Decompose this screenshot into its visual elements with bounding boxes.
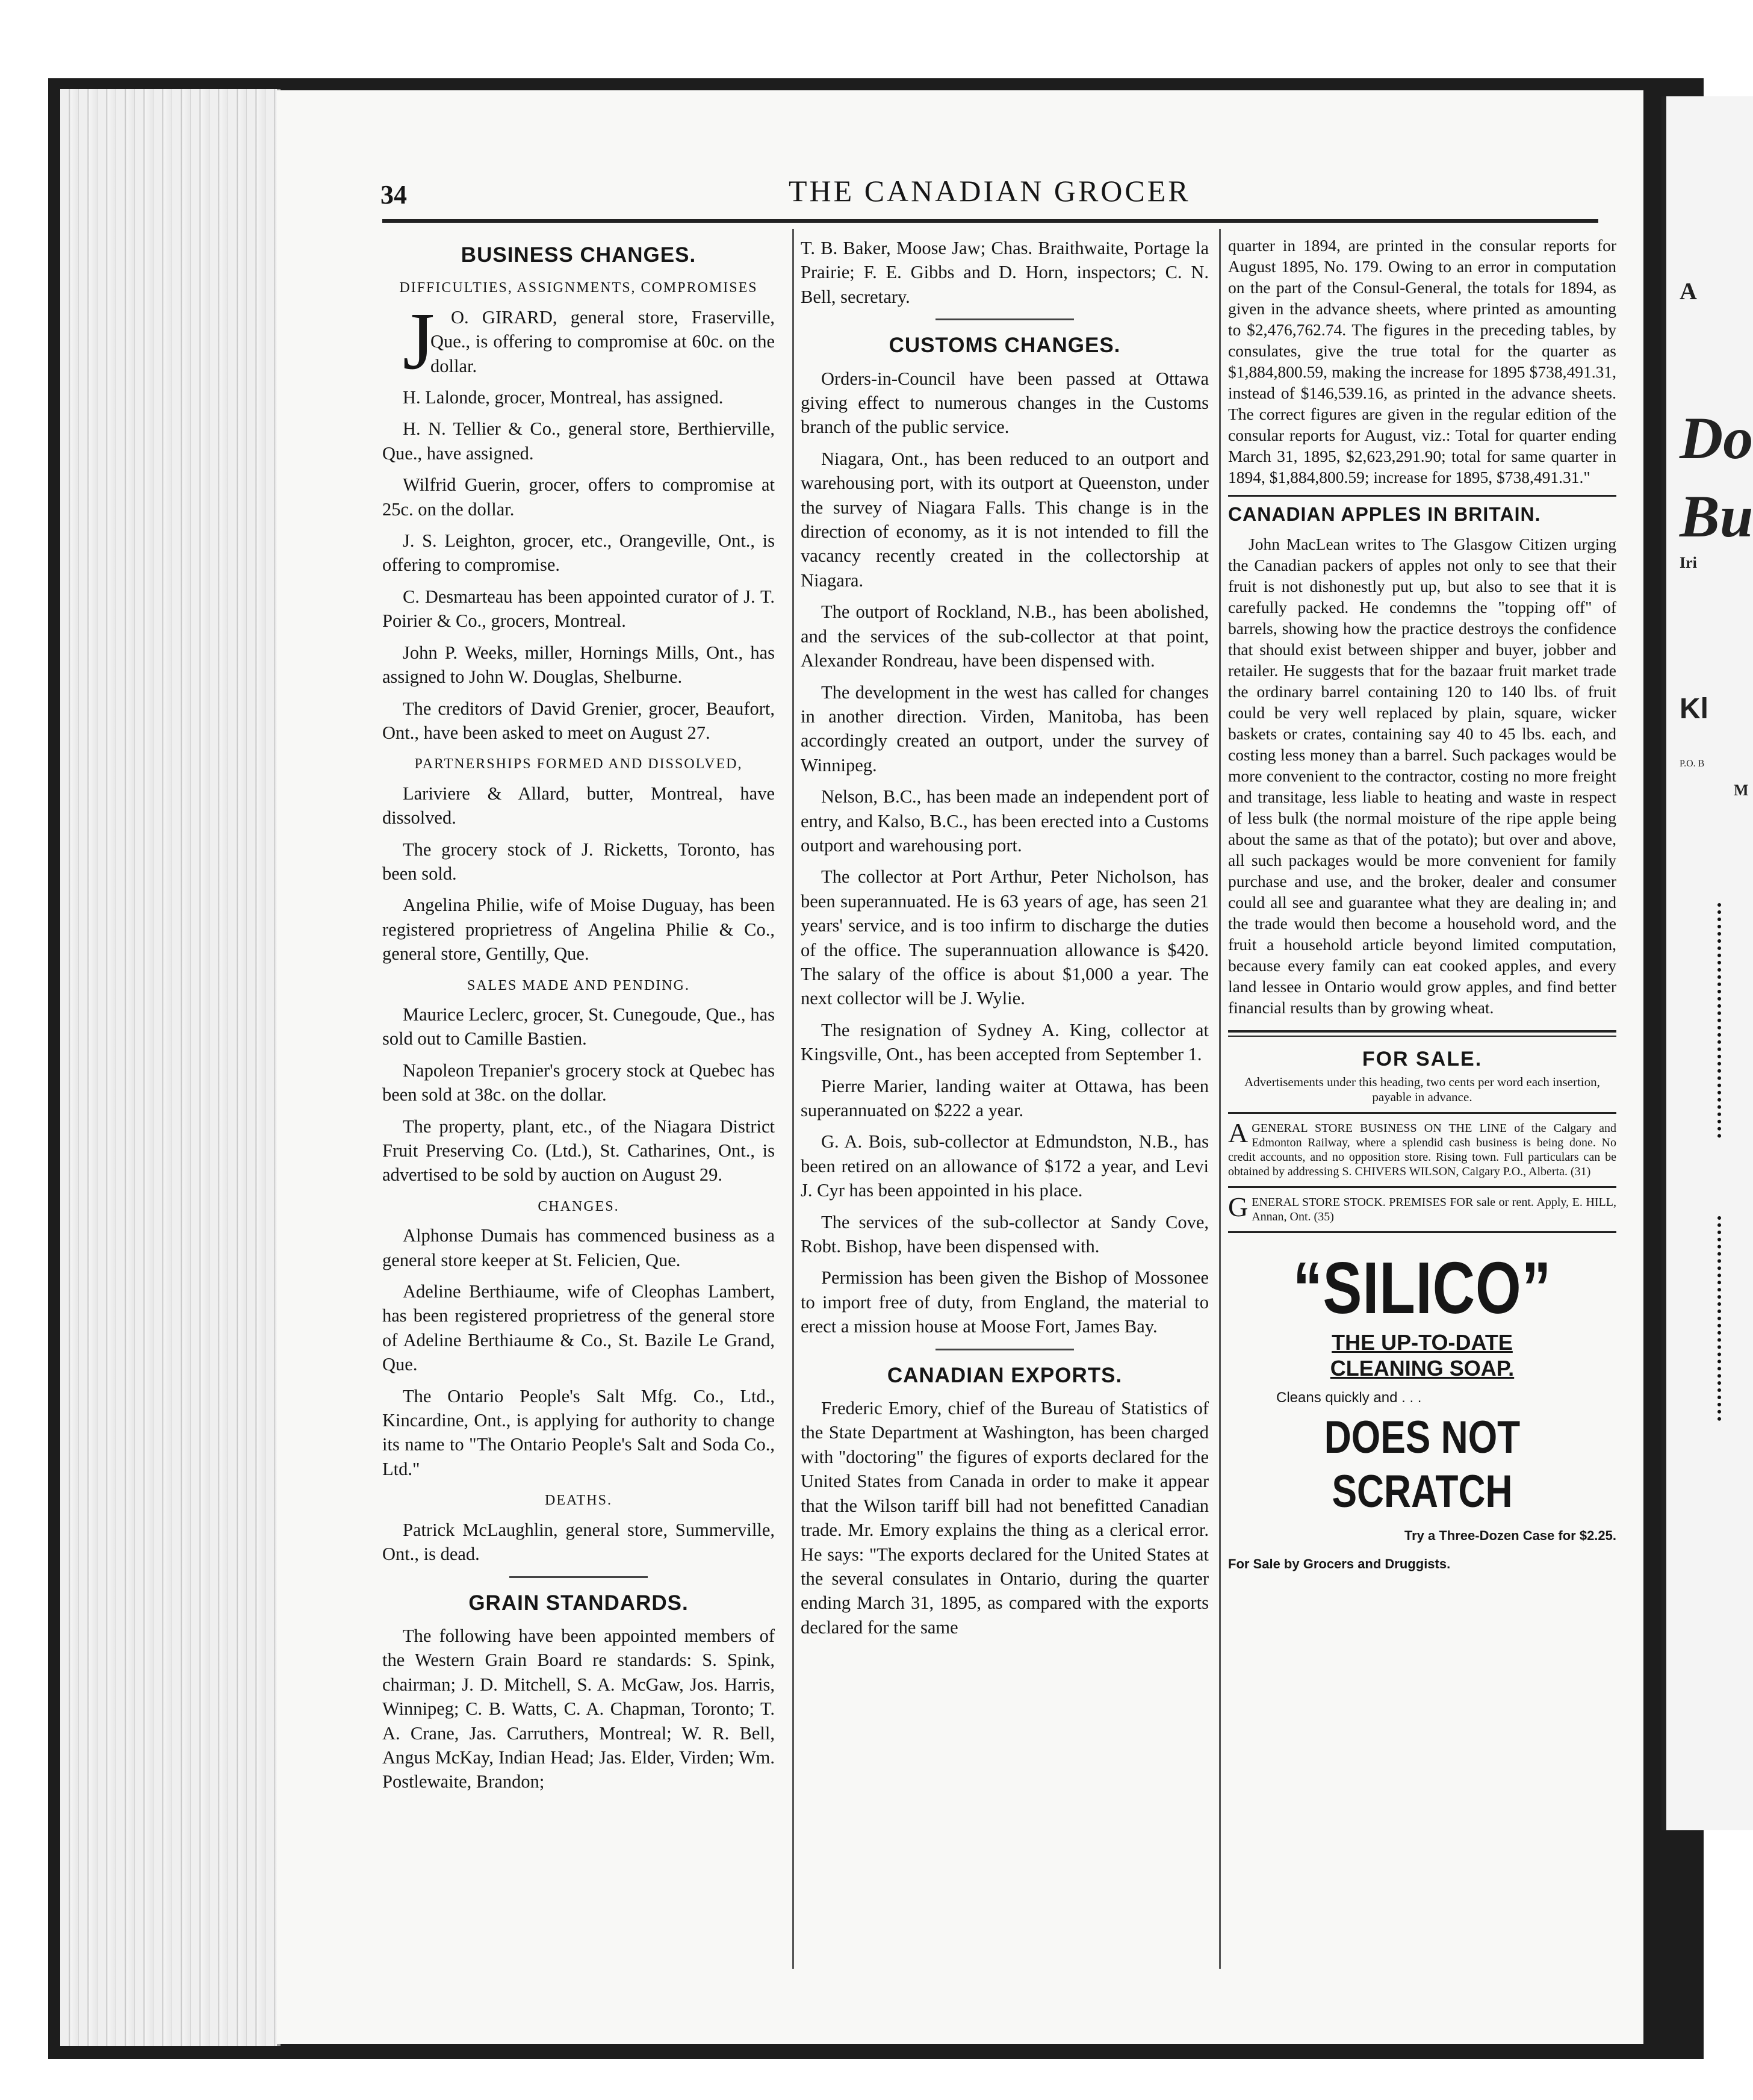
paragraph bbox=[382, 296, 775, 387]
paragraph: Orders-in-Council have been passed at Ottawa giving effect to numerous changes in the Customs branch of the public service. bbox=[801, 368, 1209, 438]
paragraph: The following have been appointed members of the Western Grain Board re standards: S. Spink, chairman; J. D. Mitchell, S. A. McGaw, Jos. Harris, Winnipeg; C. B. Watts, C. A. Chapman, Toronto; T. A. Crane, Jas. Carruthers, Montreal; W. R. Bell, Angus McKay, Indian Head; Jas. Elder, Virden; Wm. Postlewaite, Brandon; bbox=[382, 1625, 775, 1792]
ad-text: ENERAL STORE STOCK. PREMISES FOR sale or rent. Apply, E. HILL, Annan, Ont. (35) bbox=[1252, 1196, 1616, 1223]
fragment-text: A bbox=[1680, 278, 1697, 305]
silico-availability: For Sale by Grocers and Druggists. bbox=[1228, 1556, 1451, 1571]
section-heading: CANADIAN EXPORTS. bbox=[887, 1363, 1123, 1387]
classified-ad bbox=[1228, 1191, 1616, 1224]
paragraph: The resignation of Sydney A. King, collector at Kingsville, Ont., has been accepted from September 1. bbox=[801, 1019, 1209, 1065]
paragraph: Permission has been given the Bishop of Mossonee to import free of duty, from England, the material to erect a mission house at Moose Fort, James Bay. bbox=[801, 1267, 1209, 1337]
paragraph: Wilfrid Guerin, grocer, offers to compromise at 25c. on the dollar. bbox=[382, 474, 775, 520]
section-rule bbox=[1228, 1112, 1616, 1114]
paragraph: Adeline Berthiaume, wife of Cleophas Lambert, has been registered proprietress of the general store of Adeline Berthiaume & Co., St. Bazile Le Grand, Que. bbox=[382, 1281, 775, 1375]
paragraph: John MacLean writes to The Glasgow Citizen urging the Canadian packers of apples not only to see that their fruit is not dishonestly put up, but also to see that it is carefully packed. He condemns the "topping off" of barrels, showing how the practice destroys the confidence that should exist between shipper and buyer, jobber and retailer. He suggests that for the bazaar fruit market trade the ordinary barrel containing 120 to 140 lbs. of fruit could be very well replaced by plain, square, wicker baskets or crates, containing say 40 to 45 lbs. each, and costing less money than a barrel. Such packages would be more convenient to the contractor, costing no more freight and transitage, less liable to heating and waste in respect of less bulk (the normal moisture of the ripe apple being about the same as that of the potato); but over and above, all such packages would be more convenient for family purchase and use, and the broker, dealer and consumer could all see and guarantee what they are dealing in; and the trade would then become a household word, and the fruit a household article beyond limited computation, because every family can eat cooked apples, and every land lessee in Ontario would grow apples, and find better financial results than by growing wheat. bbox=[1228, 535, 1616, 1017]
paragraph-text: O. GIRARD, general store, Fraserville, Que., is offering to compromise at 60c. on the dollar. bbox=[430, 306, 775, 376]
paragraph: The development in the west has called for changes in another direction. Virden, Manitoba, has been accordingly created an outport, under the survey of Winnipeg. bbox=[801, 682, 1209, 775]
section-heading: CANADIAN APPLES IN BRITAIN. bbox=[1228, 503, 1541, 525]
section-rule bbox=[1228, 1186, 1616, 1188]
paragraph: Napoleon Trepanier's grocery stock at Quebec has been sold at 38c. on the dollar. bbox=[382, 1060, 775, 1105]
for-sale-note: Advertisements under this heading, two cents per word each insertion, payable in advance. bbox=[1244, 1075, 1600, 1104]
paragraph: Pierre Marier, landing waiter at Ottawa, has been superannuated on $222 a year. bbox=[801, 1075, 1209, 1120]
paragraph: The property, plant, etc., of the Niagara District Fruit Preserving Co. (Ltd.), St. Catharines, Ont., is advertised to be sold by auction on August 29. bbox=[382, 1116, 775, 1185]
section-heading: CUSTOMS CHANGES. bbox=[889, 334, 1121, 358]
silico-advertisement bbox=[1228, 1249, 1616, 1574]
paragraph: John P. Weeks, miller, Hornings Mills, Ont., has assigned to John W. Douglas, Shelburne. bbox=[382, 642, 775, 688]
facing-page-fragment bbox=[1661, 96, 1753, 1830]
paragraph: The collector at Port Arthur, Peter Nicholson, has been superannuated. He is 63 years of age, has seen 21 years' service, and is too infirm to discharge the duties of the office. The superannuation allowance is $420. The salary of the office is about $1,000 a year. The next collector will be J. Wylie. bbox=[801, 866, 1209, 1009]
paragraph: G. A. Bois, sub-collector at Edmundston, N.B., has been retired on an allowance of $172 a year, and Levi J. Cyr has been appointed in his place. bbox=[801, 1131, 1209, 1201]
section-rule bbox=[935, 1349, 1074, 1350]
silico-title: “SILICO” bbox=[1292, 1247, 1552, 1329]
silico-slogan: DOES NOT SCRATCH bbox=[1324, 1412, 1521, 1517]
column-2 bbox=[801, 236, 1209, 1647]
classified-ad bbox=[1228, 1117, 1616, 1179]
paragraph: Niagara, Ont., has been reduced to an outport and warehousing port, with its outport at Queenston, under the survey of Niagara Falls. This change is in the direction of economy, as it is not intended to fill the vacancy recently created in the collectorship at Niagara. bbox=[801, 448, 1209, 591]
silico-offer: Try a Three-Dozen Case for $2.25. bbox=[1404, 1528, 1616, 1543]
subheading: CHANGES. bbox=[538, 1198, 619, 1214]
ad-initial: A bbox=[1228, 1117, 1249, 1148]
column-rule bbox=[1219, 229, 1221, 1969]
paragraph: Nelson, B.C., has been made an independent port of entry, and Kalso, B.C., has been erected into a Customs outport and warehousing port. bbox=[801, 786, 1209, 856]
paragraph: Lariviere & Allard, butter, Montreal, have dissolved. bbox=[382, 783, 775, 828]
paragraph: T. B. Baker, Moose Jaw; Chas. Braithwaite, Portage la Prairie; F. E. Gibbs and D. Horn, inspectors; C. N. Bell, secretary. bbox=[801, 238, 1209, 307]
paragraph: Maurice Leclerc, grocer, St. Cunegoude, Que., has sold out to Camille Bastien. bbox=[382, 1004, 775, 1049]
column-rule bbox=[792, 229, 794, 1969]
paragraph: Alphonse Dumais has commenced business as a general store keeper at St. Felicien, Que. bbox=[382, 1225, 775, 1270]
double-rule bbox=[1228, 1030, 1616, 1037]
section-heading: GRAIN STANDARDS. bbox=[468, 1591, 689, 1615]
section-rule bbox=[935, 318, 1074, 320]
header-rule bbox=[382, 219, 1598, 223]
silico-subtitle: CLEANING SOAP. bbox=[1330, 1356, 1515, 1381]
paragraph: The Ontario People's Salt Mfg. Co., Ltd., Kincardine, Ont., is applying for authority to change its name to "The Ontario People's Salt and Soda Co., Ltd." bbox=[382, 1385, 775, 1479]
for-sale-heading: FOR SALE. bbox=[1362, 1048, 1483, 1070]
fragment-text: Iri bbox=[1680, 554, 1697, 571]
fragment-text: Bu bbox=[1680, 483, 1753, 550]
ad-initial: G bbox=[1228, 1191, 1249, 1222]
fragment-text: Do bbox=[1680, 405, 1753, 471]
subheading: PARTNERSHIPS FORMED AND DISSOLVED, bbox=[414, 756, 743, 772]
subheading: SALES MADE AND PENDING. bbox=[467, 977, 690, 993]
subheading: DIFFICULTIES, ASSIGNMENTS, COMPROMISES bbox=[399, 280, 758, 296]
paragraph: The grocery stock of J. Ricketts, Toronto, has been sold. bbox=[382, 839, 775, 884]
paragraph: Patrick McLaughlin, general store, Summerville, Ont., is dead. bbox=[382, 1519, 775, 1565]
column-3 bbox=[1228, 235, 1616, 1574]
ad-text: GENERAL STORE BUSINESS ON THE LINE of the Calgary and Edmonton Railway, where a splendid cash business is being done. No credit accounts, and no opposition store. Rising town. Full particulars can be obtained by addressing S. CHIVERS WILSON, Calgary P.O., Alberta. (31) bbox=[1228, 1122, 1616, 1178]
section-rule bbox=[509, 1576, 648, 1578]
paragraph: J. S. Leighton, grocer, etc., Orangeville, Ont., is offering to compromise. bbox=[382, 530, 775, 576]
section-rule bbox=[1228, 1231, 1616, 1233]
section-rule bbox=[1228, 495, 1616, 497]
paragraph: C. Desmarteau has been appointed curator of J. T. Poirier & Co., grocers, Montreal. bbox=[382, 586, 775, 632]
fragment-text: Kl bbox=[1680, 693, 1708, 725]
drop-cap: J bbox=[403, 296, 435, 387]
paragraph: The outport of Rockland, N.B., has been abolished, and the services of the sub-collector at that point, Alexander Rondreau, have been dispensed with. bbox=[801, 601, 1209, 671]
column-1 bbox=[382, 240, 775, 1801]
paragraph: The services of the sub-collector at Sandy Cove, Robt. Bishop, have been dispensed with. bbox=[801, 1211, 1209, 1257]
fragment-text: P.O. B bbox=[1680, 759, 1705, 769]
silico-subtitle: THE UP-TO-DATE bbox=[1332, 1330, 1513, 1355]
fragment-text: M bbox=[1734, 781, 1749, 799]
paragraph: quarter in 1894, are printed in the consular reports for August 1895, No. 179. Owing to an error in computation on the part of the Consul-General, the totals for 1894, as given in the advance sheets, where printed as amounting to $2,476,762.74. The figures in the preceding tables, by consulates, give the true total for the quarter as $1,884,800.59, making the increase for 1895 $738,491.31, instead of $146,539.16, as printed in the advance sheets. The correct figures are given in the regular edition of the consular reports for August, viz.: Total for quarter ending March 31, 1895, $2,623,291.90; total for same quarter in 1894, $1,884,800.59; increase for 1895, $738,491.31." bbox=[1228, 236, 1616, 486]
page-edges bbox=[60, 89, 281, 2046]
subheading: DEATHS. bbox=[544, 1493, 612, 1509]
paragraph: The creditors of David Grenier, grocer, Beaufort, Ont., have been asked to meet on August 27. bbox=[382, 698, 775, 743]
border-ornament bbox=[1717, 903, 1732, 1138]
paragraph: Angelina Philie, wife of Moise Duguay, has been registered proprietress of Angelina Philie & Co., general store, Gentilly, Que. bbox=[382, 895, 775, 965]
section-heading: BUSINESS CHANGES. bbox=[461, 243, 697, 267]
silico-note: Cleans quickly and . . . bbox=[1276, 1390, 1422, 1406]
page-title: THE CANADIAN GROCER bbox=[789, 174, 1191, 208]
paragraph: H. N. Tellier & Co., general store, Berthierville, Que., have assigned. bbox=[382, 418, 775, 464]
paragraph: H. Lalonde, grocer, Montreal, has assigned. bbox=[403, 387, 724, 408]
paragraph: Frederic Emory, chief of the Bureau of Statistics of the State Department at Washington, has been charged with "doctoring" the figures of exports declared for the United States from Canada in order to make it appear that the Wilson tariff bill had not benefitted Canadian trade. Mr. Emory explains the thing as a clerical error. He says: "The exports declared for the United States at the several consulates in Ontario, during the quarter ending March 31, 1895, as compared with the exports declared for the same bbox=[801, 1398, 1209, 1638]
page-number: 34 bbox=[380, 180, 407, 210]
border-ornament bbox=[1717, 1216, 1732, 1421]
